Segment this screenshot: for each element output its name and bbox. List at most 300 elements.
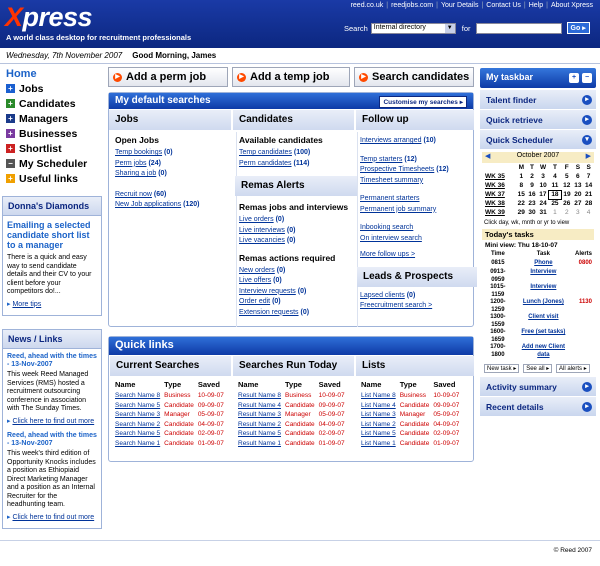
calendar-day[interactable]: 21 [584, 191, 593, 198]
task-alert [573, 344, 594, 359]
donnas-diamonds-box [2, 196, 102, 316]
item-saved-date: 05-09-07 [433, 411, 460, 419]
item-saved-date: 01-09-07 [433, 439, 460, 447]
jobs-column [115, 132, 229, 211]
table-row [359, 410, 461, 420]
search-link-row [360, 165, 474, 176]
calendar-day[interactable]: 27 [574, 200, 582, 207]
calendar-day[interactable]: 19 [563, 191, 571, 198]
item-name-link[interactable]: Search Name 2 [115, 420, 161, 428]
item-type: Candidate [164, 420, 194, 428]
count-badge: (10) [423, 137, 436, 144]
tasks-column-header: Time [490, 251, 505, 257]
mini-view-label: Mini view: Thu 18-10-07 [485, 242, 558, 249]
calendar-day[interactable]: 11 [551, 181, 559, 189]
table-row [236, 410, 347, 420]
plus-icon: + [6, 144, 15, 153]
calendar-week-row [482, 199, 594, 208]
item-type: Manager [399, 411, 426, 419]
quick-links-table [113, 377, 226, 448]
calendar [482, 152, 594, 373]
tip-title[interactable]: Emailing a selected candidate short list to a manager [7, 220, 91, 250]
item-name-link[interactable]: Search Name 5 [115, 430, 161, 438]
item-name-link[interactable]: Search Name 1 [115, 439, 161, 447]
chevron-down-icon: ▼ [445, 24, 455, 33]
calendar-day[interactable]: 23 [528, 200, 536, 207]
arrow-right-icon: ▸ [582, 95, 592, 105]
task-alert [573, 284, 594, 299]
next-month-icon[interactable]: ▶ [585, 153, 591, 160]
weekday-label: S [575, 164, 581, 171]
item-saved-date: 05-09-07 [197, 411, 224, 419]
quick-links-table [359, 377, 461, 448]
quick-scheduler-section[interactable]: Quick Scheduler ▾ [480, 130, 596, 150]
task-time: 1200-1259 [490, 299, 506, 313]
item-type: Candidate [164, 439, 194, 447]
week-number[interactable]: WK 35 [485, 173, 505, 180]
calendar-day[interactable]: 8 [519, 182, 524, 189]
item-saved-date: 04-09-07 [197, 420, 224, 428]
item-name-link[interactable]: List Name 2 [361, 420, 396, 428]
calendar-day[interactable]: 1 [519, 173, 524, 180]
calendar-day[interactable]: 9 [530, 182, 534, 189]
greeting: Good Morning, James [132, 51, 217, 60]
search-link[interactable]: Timesheet summary [360, 176, 424, 184]
search-link[interactable]: Live offers [239, 277, 272, 284]
count-badge: (12) [404, 155, 417, 163]
taskbar [480, 68, 596, 417]
task-link[interactable]: Client visit [528, 314, 559, 320]
quick-links-panel [108, 336, 474, 462]
main-nav [6, 68, 102, 186]
calendar-day[interactable]: 1 [553, 209, 557, 216]
calendar-day[interactable]: 3 [576, 209, 580, 216]
nav-item[interactable] [6, 111, 102, 126]
quick-retrieve-section[interactable]: Quick retrieve ▸ [480, 110, 596, 130]
search-link[interactable]: Inbooking search [360, 224, 414, 231]
item-name-link[interactable]: Search Name 8 [115, 392, 161, 400]
quick-links-column-heading: Lists [355, 356, 474, 376]
item-type: Candidate [285, 430, 315, 438]
search-link[interactable]: New Job applications [115, 201, 182, 208]
task-link[interactable]: Interview [530, 284, 557, 290]
link-reed[interactable]: reed.co.uk [350, 2, 384, 9]
calendar-week-row [482, 181, 594, 190]
item-type: Business [164, 392, 191, 400]
task-row [482, 299, 594, 314]
search-link-row [115, 148, 229, 159]
task-row [482, 269, 594, 284]
calendar-day[interactable]: 22 [517, 200, 525, 207]
candidates-heading: Candidates [232, 110, 354, 130]
item-type: Business [399, 392, 427, 400]
count-badge: (0) [164, 149, 173, 156]
news-title[interactable]: Reed, ahead with the times - 13-Nov-2007 [7, 432, 97, 447]
search-link[interactable]: Perm jobs [115, 159, 147, 167]
calendar-day[interactable]: 13 [574, 182, 582, 189]
arrow-right-icon: ▸ [582, 115, 592, 125]
search-link-row [360, 136, 474, 147]
search-link[interactable]: Live interviews [239, 226, 285, 234]
task-link[interactable]: Interview [530, 269, 557, 275]
count-badge: (114) [293, 159, 310, 167]
calendar-day[interactable]: 17 [539, 191, 547, 198]
nav-item[interactable] [6, 141, 102, 156]
search-link[interactable]: Interviews arranged [360, 137, 422, 144]
calendar-day[interactable]: 2 [564, 209, 569, 216]
count-badge: (12) [436, 166, 449, 173]
calendar-day[interactable]: 25 [551, 200, 559, 208]
arrow-right-icon: ▶ [113, 73, 122, 82]
calendar-month[interactable]: October 2007 [516, 152, 560, 159]
task-time: 1015-1159 [490, 284, 506, 298]
minus-icon: − [6, 159, 15, 168]
tasks-column-header: Task [536, 251, 550, 257]
nav-item-label: My Scheduler [19, 157, 88, 170]
nav-item[interactable] [6, 156, 102, 171]
all-alerts-button[interactable]: All alerts ▸ [556, 364, 590, 373]
item-name-link[interactable]: Result Name 5 [238, 430, 281, 438]
search-link[interactable]: Perm candidates [239, 159, 292, 167]
nav-item-label: Jobs [19, 82, 44, 95]
table-row [359, 401, 461, 411]
more-tips-link[interactable]: More tips [12, 300, 42, 308]
plus-icon: + [6, 174, 15, 183]
link-your-details[interactable]: Your Details [440, 2, 479, 9]
count-badge: (0) [297, 287, 307, 295]
search-link-row [239, 266, 354, 277]
search-link-row [239, 308, 354, 319]
item-saved-date: 10-09-07 [197, 392, 224, 400]
task-time: 0815 [491, 260, 505, 266]
panel-header: My default searches Customise my searches ▸ [109, 93, 473, 109]
nav-item-label: Candidates [19, 97, 76, 110]
calendar-day[interactable]: 7 [586, 173, 591, 180]
search-link-row [360, 176, 474, 187]
more-follow-ups-link[interactable]: More follow ups > [360, 251, 416, 258]
task-time: 1300-1559 [490, 314, 506, 328]
news-text: This week's third edition of Opportunity Knocks includes a position as Ethiopiaid Direct Marketing Manager and a position as an Internal Recruiter for the headhunting team. [7, 450, 96, 508]
search-link-row [239, 297, 354, 308]
item-type: Candidate [285, 420, 315, 428]
nav-item-label: Shortlist [19, 142, 62, 155]
prev-month-icon[interactable]: ◀ [485, 153, 491, 160]
new-task-button[interactable]: New task ▸ [484, 364, 519, 373]
nav-home[interactable]: Home [6, 68, 37, 80]
quick-links-table [236, 377, 347, 448]
table-row [359, 439, 461, 449]
arrow-right-icon: ▸ [582, 382, 592, 392]
current-date: Wednesday, 7th November 2007 [6, 51, 123, 60]
table-row [359, 391, 461, 401]
week-number[interactable]: WK 39 [485, 209, 505, 216]
plus-icon: + [6, 84, 15, 93]
item-saved-date: 09-09-07 [318, 401, 345, 409]
task-time: 0913-0959 [490, 269, 506, 283]
nav-item[interactable] [6, 81, 102, 96]
task-time: 1700-1800 [490, 344, 506, 358]
item-name-link[interactable]: List Name 3 [361, 411, 396, 419]
search-link[interactable]: Extension requests [239, 308, 299, 316]
calendar-day[interactable]: 2 [530, 173, 534, 180]
table-row [113, 401, 226, 411]
task-alert: 1130 [578, 299, 592, 305]
add-temp-job-button[interactable]: ▶ Add a temp job [232, 67, 350, 87]
task-link[interactable]: Free (set tasks) [521, 329, 566, 335]
item-name-link[interactable]: Result Name 3 [238, 411, 281, 419]
count-badge: (60) [153, 190, 167, 198]
count-badge: (0) [286, 237, 296, 244]
calendar-day[interactable]: 14 [584, 182, 593, 189]
item-type: Candidate [285, 439, 315, 447]
calendar-day[interactable]: 18 [549, 190, 561, 199]
column-header: Type [285, 379, 302, 389]
search-link[interactable]: Temp bookings [115, 149, 163, 156]
item-name-link[interactable]: List Name 4 [361, 401, 396, 409]
search-link[interactable]: Live orders [239, 216, 274, 223]
calendar-week-row [482, 190, 594, 199]
arrow-right-icon: ▸ [582, 25, 586, 32]
search-link-row [239, 148, 354, 159]
news-text: This week Reed Managed Services (RMS) hosted a recruitment outsourcing conference in association with The Sunday Times. [7, 371, 89, 412]
search-link[interactable]: Permanent starters [360, 195, 420, 202]
search-link-row [360, 291, 474, 302]
calendar-day[interactable]: 4 [586, 209, 591, 216]
search-link[interactable]: Recruit now [115, 190, 152, 198]
item-saved-date: 02-09-07 [197, 430, 224, 438]
see-all-button[interactable]: See all ▸ [523, 364, 552, 373]
calendar-day[interactable]: 6 [576, 173, 580, 180]
search-link[interactable]: Temp candidates [239, 149, 292, 156]
table-header-row [359, 377, 461, 391]
remas-jobs-subheading: Remas jobs and interviews [239, 202, 349, 212]
search-link-row [360, 223, 474, 234]
table-row [359, 420, 461, 430]
item-saved-date: 10-09-07 [318, 392, 345, 400]
column-header: Name [238, 379, 259, 389]
tip-text: There is a quick and easy way to send candidate details and their CV to your client before your competitors do!... [7, 254, 92, 295]
talent-finder-section[interactable]: Talent finder ▸ [480, 90, 596, 110]
news-heading: News / Links [3, 330, 101, 349]
item-type: Candidate [399, 420, 430, 428]
task-row [482, 284, 594, 299]
calendar-day[interactable]: 24 [539, 200, 547, 207]
search-link-row [239, 236, 354, 247]
item-name-link[interactable]: Result Name 8 [238, 392, 281, 400]
link-reedjobs[interactable]: reedjobs.com [391, 2, 434, 9]
search-input[interactable] [476, 23, 562, 34]
task-alert [573, 269, 594, 284]
task-row [482, 260, 594, 269]
item-saved-date: 02-09-07 [318, 430, 345, 438]
task-alert [573, 314, 594, 329]
search-link-row [360, 194, 474, 205]
plus-icon: + [6, 129, 15, 138]
search-link-row [115, 159, 229, 170]
search-scope-select[interactable]: Internal directory ▼ [371, 23, 456, 34]
item-name-link[interactable]: Result Name 4 [238, 401, 281, 409]
news-title[interactable]: Reed, ahead with the times - 13-Nov-2007 [7, 353, 97, 368]
week-number[interactable]: WK 36 [485, 182, 505, 189]
calendar-days-row [482, 163, 594, 172]
calendar-day[interactable]: 26 [563, 200, 571, 207]
search-link[interactable]: On interview search [360, 234, 422, 242]
search-link[interactable]: Interview requests [239, 287, 296, 295]
date-bar [0, 48, 600, 64]
week-number[interactable]: WK 37 [485, 191, 505, 198]
nav-item[interactable] [6, 96, 102, 111]
plus-icon[interactable]: + [569, 73, 579, 83]
calendar-day[interactable]: 28 [584, 200, 593, 207]
calendar-day[interactable]: 30 [528, 209, 536, 216]
item-name-link[interactable]: Search Name 3 [115, 411, 161, 419]
search-link[interactable]: Prospective Timesheets [360, 166, 435, 173]
week-number[interactable]: WK 38 [485, 200, 505, 207]
calendar-day[interactable]: 31 [539, 209, 547, 216]
nav-item-label: Managers [19, 112, 69, 125]
column-header: Type [164, 379, 182, 389]
count-badge: (0) [273, 277, 282, 284]
news-more-link[interactable]: Click here to find out more [12, 513, 95, 521]
table-header-row [236, 377, 347, 391]
item-type: Candidate [399, 401, 430, 409]
column-header: Saved [433, 379, 456, 389]
minus-icon[interactable]: − [582, 73, 592, 83]
item-type: Manager [285, 411, 311, 419]
search-link[interactable]: Lapsed clients [360, 291, 405, 299]
calendar-day[interactable]: 20 [574, 191, 582, 198]
quick-links-header: Quick links [109, 337, 473, 355]
weekday-label: T [530, 164, 534, 171]
count-badge: (0) [286, 226, 296, 234]
table-row [113, 429, 226, 439]
remas-alerts-heading: Remas Alerts [235, 176, 357, 196]
calendar-day[interactable]: 15 [517, 191, 525, 198]
recent-details-section[interactable]: Recent details ▸ [480, 397, 596, 417]
search-link[interactable]: Live vacancies [239, 237, 285, 244]
search-link-row [360, 205, 474, 216]
count-badge: (0) [276, 266, 286, 274]
count-badge: (0) [406, 291, 416, 299]
item-saved-date: 01-09-07 [318, 439, 345, 447]
calendar-day[interactable]: 10 [539, 182, 547, 189]
item-saved-date: 09-09-07 [433, 401, 460, 409]
count-badge: (0) [158, 170, 167, 177]
task-time: 1600-1659 [490, 329, 506, 343]
weekday-label: F [564, 164, 569, 171]
table-row [236, 401, 347, 411]
nav-item[interactable] [6, 171, 102, 186]
count-badge: (24) [148, 159, 161, 167]
item-name-link[interactable]: Result Name 2 [238, 420, 281, 428]
calendar-day[interactable]: 29 [517, 209, 525, 216]
task-link[interactable]: Add new Client data [521, 344, 566, 358]
news-more-link[interactable]: Click here to find out more [12, 417, 95, 425]
table-row [113, 439, 226, 449]
weekday-label: W [540, 164, 547, 171]
count-badge: (0) [275, 216, 285, 223]
search-link-row [239, 287, 354, 298]
search-link-row [239, 159, 354, 170]
link-contact-us[interactable]: Contact Us [486, 2, 521, 9]
table-row [236, 429, 347, 439]
for-label: for [461, 23, 471, 33]
column-header: Saved [197, 379, 220, 389]
arrow-right-icon: ▸ [7, 513, 11, 521]
link-about[interactable]: About Xpress [550, 2, 593, 9]
calendar-day[interactable]: 4 [553, 173, 557, 180]
default-searches-panel [108, 92, 474, 327]
search-link[interactable]: New orders [239, 266, 275, 274]
calendar-day[interactable]: 5 [564, 173, 569, 180]
link-help[interactable]: Help [528, 2, 544, 9]
activity-summary-section[interactable]: Activity summary ▸ [480, 377, 596, 397]
candidates-column [236, 132, 354, 327]
item-name-link[interactable]: List Name 8 [361, 392, 396, 400]
go-button[interactable]: Go ▸ [567, 22, 590, 34]
tagline: A world class desktop for recruitment professionals [6, 33, 192, 42]
item-type: Manager [164, 411, 190, 419]
quick-links-column-heading: Current Searches [109, 356, 231, 376]
search-label: Search [344, 23, 368, 33]
arrow-right-icon: ▸ [7, 417, 11, 425]
item-saved-date: 10-09-07 [433, 392, 460, 400]
task-link[interactable]: Phone [534, 260, 553, 266]
task-link[interactable]: Lunch (Jones) [522, 299, 564, 305]
item-name-link[interactable]: List Name 1 [361, 439, 396, 447]
item-name-link[interactable]: Result Name 1 [238, 439, 281, 447]
plus-icon: + [6, 114, 15, 123]
xpress-logo[interactable]: Xpress [5, 2, 93, 32]
item-saved-date: 09-09-07 [197, 401, 224, 409]
item-type: Business [285, 392, 312, 400]
jobs-heading: Jobs [109, 110, 231, 130]
item-saved-date: 04-09-07 [318, 420, 345, 428]
item-type: Candidate [164, 401, 194, 409]
task-alert: 0800 [578, 260, 592, 266]
quick-links-column-heading: Searches Run Today [232, 356, 354, 376]
search-link-row [115, 169, 229, 180]
search-link[interactable]: Temp starters [360, 155, 403, 163]
available-candidates-subheading: Available candidates [239, 135, 323, 145]
calendar-day[interactable]: 3 [541, 173, 545, 180]
follow-up-heading: Follow up [355, 110, 474, 130]
calendar-hint: Click day, wk, mnth or yr to view [484, 220, 570, 226]
search-candidates-button[interactable]: ▶ Search candidates [354, 67, 474, 87]
search-link[interactable]: Freecruitment search > [360, 302, 433, 309]
follow-up-column [357, 132, 474, 327]
table-header-row [113, 377, 226, 391]
search-link-row [360, 234, 474, 245]
calendar-day[interactable]: 16 [528, 191, 536, 198]
search-link-row [239, 215, 354, 226]
item-name-link[interactable]: List Name 5 [361, 430, 396, 438]
remas-actions-subheading: Remas actions required [239, 252, 336, 263]
table-row [113, 410, 226, 420]
calendar-day[interactable]: 12 [563, 182, 571, 189]
customise-searches-button[interactable]: Customise my searches ▸ [379, 96, 467, 108]
item-name-link[interactable]: Search Name 5 [115, 401, 161, 409]
tasks-header-row [482, 251, 594, 260]
open-jobs-subheading: Open Jobs [115, 135, 159, 145]
nav-item[interactable] [6, 126, 102, 141]
leads-prospects-heading: Leads & Prospects [357, 267, 477, 287]
item-saved-date: 05-09-07 [318, 411, 345, 419]
search-link[interactable]: Sharing a job [115, 170, 157, 177]
add-perm-job-button[interactable]: ▶ Add a perm job [108, 67, 228, 87]
search-link[interactable]: Permanent job summary [360, 205, 437, 213]
search-link[interactable]: Order edit [239, 298, 271, 305]
